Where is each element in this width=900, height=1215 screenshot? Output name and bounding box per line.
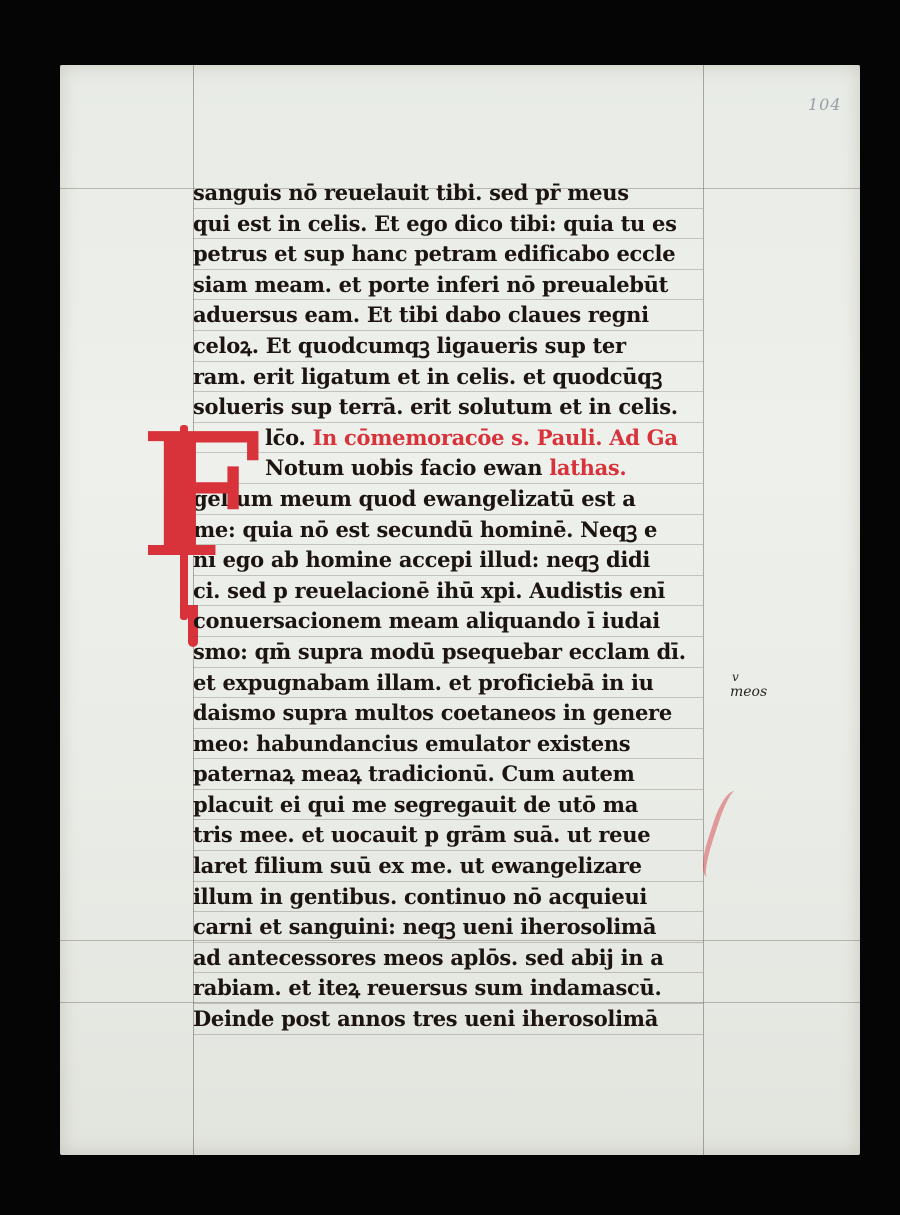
marginal-note-text: meos: [730, 684, 768, 700]
text-line: illum in gentibus. continuo nō acquieui: [193, 882, 703, 913]
text-line: celoꝝ. Et quodcumqꝫ ligaueris sup ter: [193, 331, 703, 362]
text-line: solueris sup terrā. erit solutum et in celis.: [193, 392, 703, 423]
manuscript-leaf: [60, 65, 860, 1155]
text-line: laret filium suū ex me. ut ewangelizare: [193, 851, 703, 882]
offset-ink-mark: [697, 788, 750, 882]
rubric-line: [193, 423, 703, 454]
text-line: aduersus eam. Et tibi dabo claues regni: [193, 300, 703, 331]
text-block: [193, 178, 703, 1035]
text-line: gelium meum quod ewangelizatū est a: [193, 484, 703, 515]
text-line: tris mee. et uocauit p grām suā. ut reue: [193, 820, 703, 851]
marginal-note: [730, 670, 767, 700]
text-line: siam meam. et porte inferi nō preualebūt: [193, 270, 703, 301]
lesson-marker: lc̄o.: [265, 424, 306, 450]
text-line: meo: habundancius emulator existens: [193, 729, 703, 760]
folio-number: 104: [808, 95, 842, 114]
text-line: daismo supra multos coetaneos in genere: [193, 698, 703, 729]
text-line: [193, 453, 703, 484]
text-line: ad antecessores meos aplōs. sed abij in a: [193, 943, 703, 974]
text-line: me: quia nō est secundū hominē. Neqꝫ e: [193, 515, 703, 546]
text-line: sanguis nō reuelauit tibi. sed pr̄ meus: [193, 178, 703, 209]
text-line: petrus et sup hanc petram edificabo eccle: [193, 239, 703, 270]
decorated-initial: F: [140, 396, 261, 596]
text-line: paternaꝝ meaꝝ tradicionū. Cum autem: [193, 759, 703, 790]
rubric-heading: In cōmemoracōe s. Pauli. Ad Ga: [312, 424, 678, 450]
text-line: et expugnabam illam. et proficiebā in iu: [193, 668, 703, 699]
text-line: carni et sanguini: neqꝫ ueni iherosolimā: [193, 912, 703, 943]
text-line: qui est in celis. Et ego dico tibi: quia tu es: [193, 209, 703, 240]
ruling-line: [703, 65, 704, 1155]
text-line: ram. erit ligatum et in celis. et quodcūqꝫ: [193, 362, 703, 393]
text-line: placuit ei qui me segregauit de utō ma: [193, 790, 703, 821]
text-line: ci. sed p reuelacionē ihū xpi. Audistis enī: [193, 576, 703, 607]
text-line: nī ego ab homine accepi illud: neqꝫ didi: [193, 545, 703, 576]
text-span: Notum uobis facio ewan: [265, 455, 543, 481]
text-line: conuersacionem meam aliquando ī iudai: [193, 606, 703, 637]
rubric-heading-end: lathas.: [549, 455, 627, 481]
text-line: rabiam. et iteꝝ reuersus sum indamascū.: [193, 973, 703, 1004]
insertion-caret-icon: v: [732, 670, 739, 684]
text-line: Deinde post annos tres ueni iherosolimā: [193, 1004, 703, 1035]
text-line: smo: qm̄ supra modū psequebar ecclam dī.: [193, 637, 703, 668]
